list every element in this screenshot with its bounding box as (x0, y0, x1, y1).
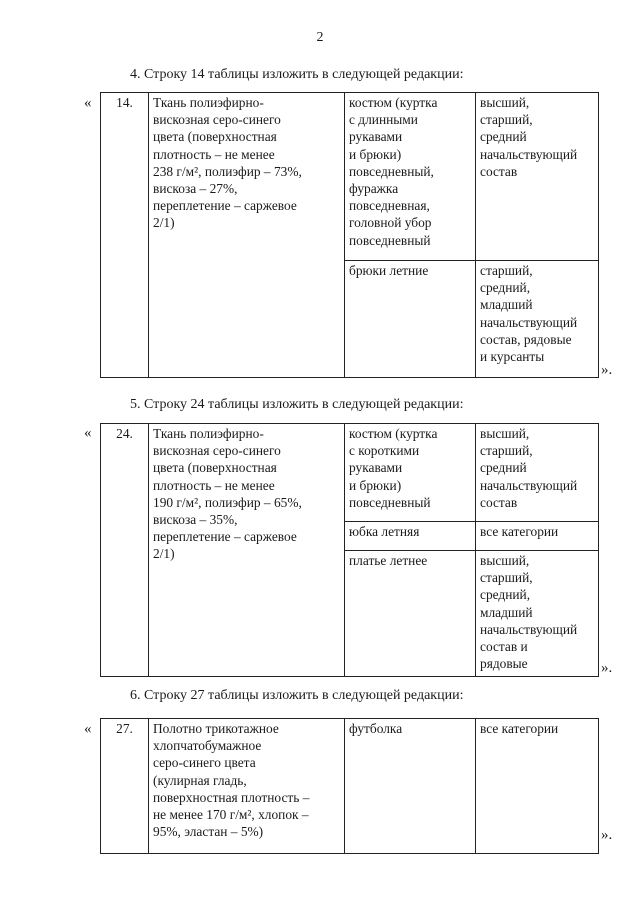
section-heading-4: 4. Строку 14 таблицы изложить в следующей редакции: (130, 67, 464, 82)
row-number: 14. (101, 93, 149, 378)
material-description: Полотно трикотажное хлопчатобумажное серо-синего цвета (кулирная гладь, поверхностная плотность – не менее 170 г/м², хлопок – 95%, эластан – 5%) (149, 719, 345, 854)
opening-quote: « (84, 95, 92, 111)
category-cell: высший, старший, средний начальствующий состав (476, 93, 599, 261)
opening-quote: « (84, 425, 92, 441)
closing-quote: ». (601, 827, 613, 843)
table-row-27 (100, 718, 599, 854)
page-number: 2 (316, 30, 324, 45)
row-number: 27. (101, 719, 149, 854)
section-heading-6: 6. Строку 27 таблицы изложить в следующей редакции: (130, 688, 464, 703)
item-cell: костюм (куртка с длинными рукавами и брюки) повседневный, фуражка повседневная, головной убор повседневный (345, 93, 476, 261)
category-cell: все категории (476, 719, 599, 854)
category-cell: все категории (476, 522, 599, 551)
material-description: Ткань полиэфирно- вискозная серо-синего цвета (поверхностная плотность – не менее 238 г/м², полиэфир – 73%, вискоза – 27%, переплетение – саржевое 2/1) (149, 93, 345, 378)
closing-quote: ». (601, 362, 613, 378)
item-cell: брюки летние (345, 261, 476, 378)
material-description: Ткань полиэфирно- вискозная серо-синего цвета (поверхностная плотность – не менее 190 г/м², полиэфир – 65%, вискоза – 35%, переплетение – саржевое 2/1) (149, 424, 345, 677)
category-cell: высший, старший, средний, младший начальствующий состав и рядовые (476, 551, 599, 677)
table-row-14 (100, 92, 599, 378)
section-heading-5: 5. Строку 24 таблицы изложить в следующей редакции: (130, 397, 464, 412)
item-cell: футболка (345, 719, 476, 854)
item-cell: платье летнее (345, 551, 476, 677)
category-cell: старший, средний, младший начальствующий состав, рядовые и курсанты (476, 261, 599, 378)
table-row-24 (100, 423, 599, 677)
item-cell: юбка летняя (345, 522, 476, 551)
item-cell: костюм (куртка с короткими рукавами и брюки) повседневный (345, 424, 476, 522)
opening-quote: « (84, 721, 92, 737)
closing-quote: ». (601, 660, 613, 676)
row-number: 24. (101, 424, 149, 677)
category-cell: высший, старший, средний начальствующий состав (476, 424, 599, 522)
